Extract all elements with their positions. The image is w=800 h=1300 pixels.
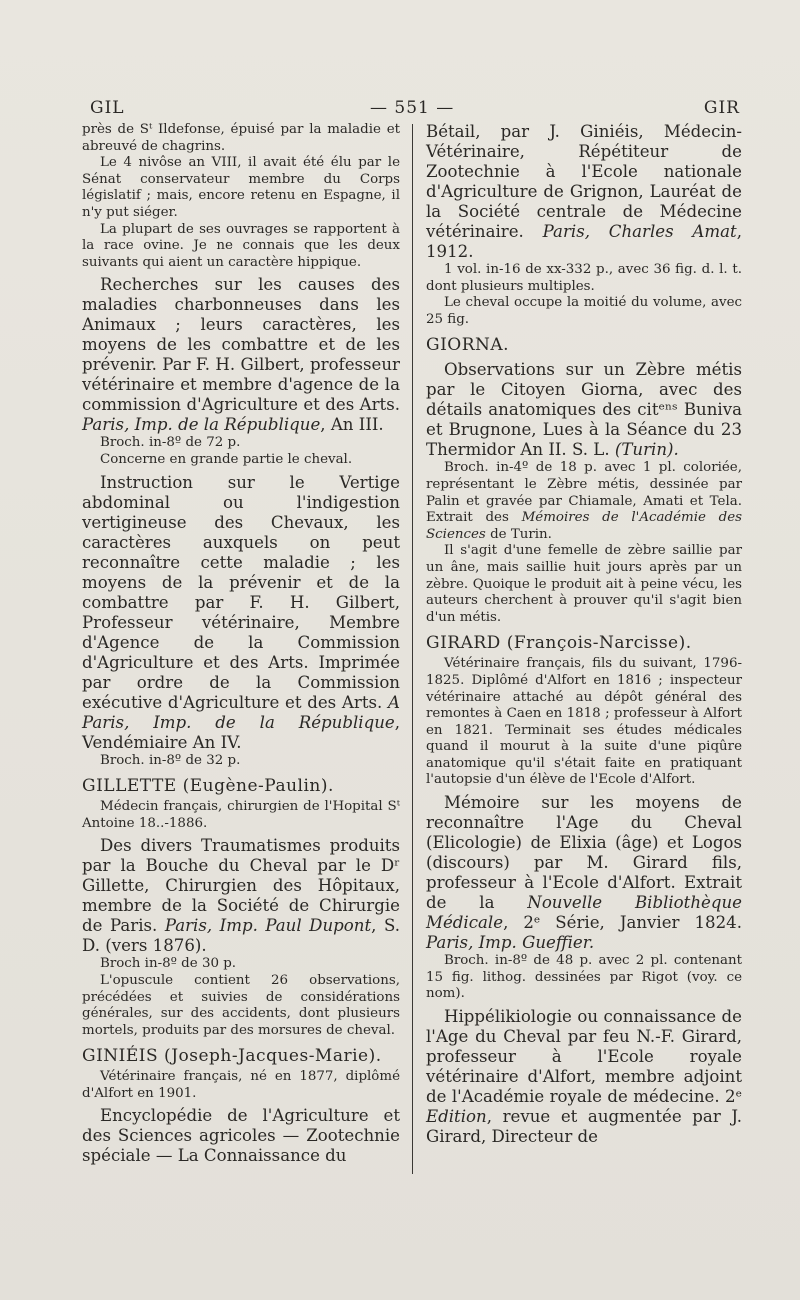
page-number: — 551 — (370, 98, 455, 118)
journal-title: Nouvelle Bibliothèque Médicale (426, 893, 742, 933)
entry-note: Concerne en grande partie le cheval. (100, 451, 353, 467)
imprint: Paris, Imp. Paul Dupont (164, 916, 372, 936)
format-line: Broch. in-8º de 48 p. avec 2 pl. contenant 15 fig. lithog. dessinées par Rigot (voy. ce nom). (426, 953, 742, 1002)
bibliography-entry: Des divers Traumatismes produits par la Bouche du Cheval par le Dʳ Gillette, Chirurgien des Hôpitaux, membre de la Société de Chirurgie de Paris. Paris, Imp. Paul Dupont, S. D. (vers 1876). (82, 836, 400, 956)
format-line: Broch. in-8º de 32 p. (100, 752, 241, 768)
running-head (90, 98, 740, 122)
imprint: A Paris, Imp. de la République (82, 692, 400, 732)
running-head-left: GIL (90, 98, 125, 118)
author-bio: Médecin français, chirurgien de l'Hopital Sᵗ Antoine 18..-1886. (82, 799, 400, 831)
author-heading: GILLETTE (Eugène-Paulin). (82, 776, 334, 797)
imprint: Paris, Imp. de la République (82, 415, 321, 435)
entry-note: L'opuscule contient 26 observations, précédées et suivies de considérations générales, sur des accidents, dont plusieurs mortels, produits par des morsures de cheval. (82, 972, 400, 1038)
author-heading: GIORNA. (426, 335, 510, 356)
entry-note: Il s'agit d'une femelle de zèbre saillie par un âne, mais saillie huit jours après par un zèbre. Quoique le produit ait à peine vécu, les auteurs cherchent à prouver qu'il s'agit bien d'un métis. (426, 543, 742, 625)
format-line: Broch in-8º de 30 p. (100, 956, 237, 972)
bibliography-entry-continued: Bétail, par J. Giniéis, Médecin-Vétérinaire, Répétiteur de Zootechnie à l'Ecole nationale d'Agriculture de Grignon, Lauréat de la Société centrale de Médecine vétérinaire. Paris, Charles Amat, 1912. (426, 122, 742, 261)
entry-note: Le cheval occupe la moitié du volume, avec 25 fig. (426, 295, 742, 327)
bibliography-entry: Encyclopédie de l'Agriculture et des Sciences agricoles — Zootechnie spéciale — La Connaissance du (82, 1106, 400, 1166)
format-line: Broch. in-8º de 72 p. (100, 435, 241, 451)
bibliography-entry: Mémoire sur les moyens de reconnaître l'Age du Cheval (Elicologie) de Elixia (âge) et Logos (discours) par M. Girard fils, professeur à l'Ecole d'Alfort. Extrait de la Nouvelle Bibliothèque Médicale, 2ᵉ Série, Janvier 1824. Paris, Imp. Gueffier. (426, 793, 742, 953)
bibliography-entry: Observations sur un Zèbre métis par le Citoyen Giorna, avec des détails anatomiques des citᵉⁿˢ Buniva et Brugnone, Lues à la Séance du 23 Thermidor An II. S. L. (Turin). (426, 360, 742, 460)
bio-paragraph: La plupart de ses ouvrages se rapportent à la race ovine. Je ne connais que les deux suivants qui aient un caractère hippique. (82, 221, 400, 270)
right-column (426, 122, 742, 1147)
imprint: (Turin). (614, 440, 679, 460)
bio-paragraph: Le 4 nivôse an VIII, il avait été élu par le Sénat conservateur membre du Corps législatif ; mais, encore retenu en Espagne, il n'y put siéger. (82, 155, 400, 220)
author-heading: GINIÉIS (Joseph-Jacques-Marie). (82, 1046, 382, 1067)
author-heading: GIRARD (François-Narcisse). (426, 633, 692, 654)
format-line: Broch. in-4º de 18 p. avec 1 pl. coloriée, représentant le Zèbre métis, dessinée par Palin et gravée par Chiamale, Amati et Tela. Extrait des Mémoires de l'Académie des Sciences de Turin. (426, 460, 743, 542)
imprint: Paris, Imp. Gueffier. (426, 933, 595, 953)
bibliography-entry: Hippélikiologie ou connaissance de l'Age du Cheval par feu N.-F. Girard, professeur à l'Ecole royale vétérinaire d'Alfort, membre adjoint de l'Académie royale de médecine. 2ᵉ Edition, revue et augmentée par J. Girard, Directeur de (426, 1006, 742, 1146)
author-bio: Vétérinaire français, fils du suivant, 1796-1825. Diplômé d'Alfort en 1816 ; inspecteur vétérinaire attaché au dépôt général des remontes à Caen en 1818 ; professeur à Alfort en 1821. Terminait ses études médicales quand il mourut à la suite d'une piqûre anatomique qu'il s'était faite en pratiquant l'autopsie d'un élève de l'Ecole d'Alfort. (426, 656, 742, 788)
format-line: 1 vol. in-16 de xx-332 p., avec 36 fig. d. l. t. dont plusieurs multiples. (426, 262, 742, 294)
imprint: Paris, Charles Amat (542, 222, 737, 241)
bibliography-entry: Recherches sur les causes des maladies charbonneuses dans les Animaux ; leurs caractères, les moyens de les combattre et de les prévenir. Par F. H. Gilbert, professeur vétérinaire et membre d'agence de la commission d'Agriculture et des Arts. Paris, Imp. de la République, An III. (82, 275, 400, 435)
left-column (82, 122, 400, 1166)
running-head-right: GIR (703, 98, 740, 118)
author-bio: Vétérinaire français, né en 1877, diplômé d'Alfort en 1901. (82, 1069, 400, 1101)
column-divider (412, 124, 413, 1174)
bibliography-entry: Instruction sur le Vertige abdominal ou l'indigestion vertigineuse des Chevaux, les caractères auxquels on peut reconnaître cette maladie ; les moyens de la prévenir et de la combattre par F. H. Gilbert, Professeur vétérinaire, Membre d'Agence de la Commission d'Agriculture et des Arts. Imprimée par ordre de la Commission exécutive d'Agriculture et des Arts. A Paris, Imp. de la République, Vendémiaire An IV. (82, 472, 400, 752)
bio-continuation: près de Sᵗ Ildefonse, épuisé par la maladie et abreuvé de chagrins. (82, 122, 400, 154)
